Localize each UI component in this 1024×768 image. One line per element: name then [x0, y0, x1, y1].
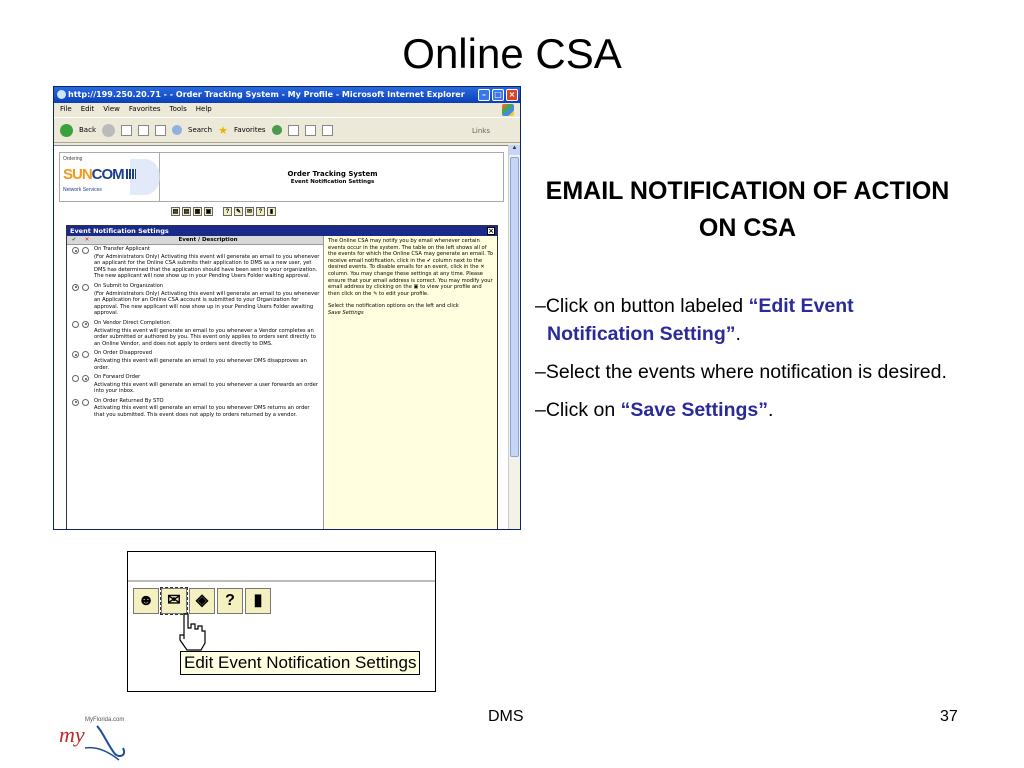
enable-radio[interactable]: [72, 321, 79, 328]
event-row: [67, 397, 323, 421]
toolbar-zoom-inset: [127, 551, 436, 692]
view-icon[interactable]: ▣: [205, 209, 212, 215]
panel-close-button[interactable]: ×: [488, 227, 494, 235]
edit-event-notification-icon[interactable]: ✉: [246, 209, 253, 215]
slide-title: Online CSA: [402, 30, 622, 77]
instruction-highlight: “Edit Event Notification Setting”: [547, 295, 854, 345]
instruction-item: [535, 358, 965, 386]
zoom-divider: [128, 580, 436, 582]
settings-icon[interactable]: ◈: [189, 588, 215, 614]
app-header: [59, 152, 504, 202]
edit-event-notification-button[interactable]: ✉: [161, 588, 187, 614]
event-rows: [67, 245, 323, 421]
event-title: On Vendor Direct Completion: [94, 319, 170, 326]
event-row: [67, 349, 323, 373]
back-button-label[interactable]: Back: [79, 126, 96, 134]
enable-radio[interactable]: [72, 247, 79, 254]
help-instruction: Select the notification options on the left and click: [328, 303, 459, 310]
enable-radio[interactable]: [72, 284, 79, 291]
instruction-item: [535, 396, 965, 424]
event-description: (For Administrators Only) Activating this event will generate an email to you whenever an applicant for the Online CSA submits their application to DMS as a new user, yet DMS has determined that the application should have been sent to your organization. The new applicant will now show up in your Pending Users Folder waiting approval.: [94, 253, 320, 280]
logo-subtitle: Network Services: [63, 187, 102, 193]
logo-caption: MyFlorida.com: [85, 717, 125, 723]
menu-favorites[interactable]: Favorites: [128, 105, 161, 113]
browser-window-title: http://199.250.20.71 - - Order Tracking System - My Profile - Microsoft Internet Explorer: [68, 90, 465, 99]
event-notification-panel: [66, 225, 498, 529]
events-table: [67, 236, 324, 529]
event-title: On Submit to Organization: [94, 282, 164, 289]
event-description: Activating this event will generate an email to you whenever a user forwards an order into your inbox.: [94, 381, 318, 395]
system-title: Order Tracking System: [287, 170, 378, 178]
instruction-item: [535, 292, 965, 348]
history-icon[interactable]: [272, 125, 282, 135]
back-arrow-icon[interactable]: [60, 124, 73, 137]
list-icon[interactable]: ▤: [172, 209, 179, 215]
event-text: [94, 246, 323, 280]
instruction-suffix: .: [735, 323, 741, 345]
browser-title-bar: [54, 87, 520, 103]
menu-file[interactable]: File: [60, 105, 72, 113]
event-row: [67, 373, 323, 397]
panel-header: [67, 226, 497, 236]
disable-radio[interactable]: [82, 321, 89, 328]
enable-radio[interactable]: [72, 399, 79, 406]
event-title: On Order Disapproved: [94, 350, 153, 357]
event-text: [94, 350, 323, 371]
help-paragraph-2: [328, 303, 494, 316]
myflorida-logo: [57, 712, 147, 762]
browser-toolbar: [54, 117, 520, 143]
logo-sun: SUN: [63, 166, 92, 183]
slide-heading: EMAIL NOTIFICATION OF ACTION ON CSA: [545, 177, 950, 242]
suncom-logo: [60, 153, 160, 201]
event-description: (For Administrators Only) Activating this event will generate an email to you whenever an Application for an Online CSA account is submitted to your Organization for approval. The new applicant will now show up in your Pending Users Folder awaiting approval.: [94, 290, 320, 317]
event-text: [94, 283, 323, 317]
save-settings-note: Save Settings: [328, 309, 364, 316]
instruction-text: –Click on: [535, 399, 621, 421]
links-label[interactable]: Links: [472, 127, 490, 135]
event-row: [67, 245, 323, 282]
app-toolbar: [171, 207, 276, 216]
table-header: [67, 236, 323, 245]
disable-column-header: ✕: [84, 237, 90, 243]
folder-icon[interactable]: [322, 125, 333, 136]
hand-cursor-icon: [174, 612, 214, 652]
browser-page: [54, 145, 509, 529]
refresh-icon[interactable]: [138, 125, 149, 136]
event-title: On Forward Order: [94, 374, 141, 381]
windows-logo-icon: [502, 104, 514, 116]
disable-radio[interactable]: [82, 399, 89, 406]
close-window-button[interactable]: ×: [506, 89, 518, 101]
event-title: On Transfer Applicant: [94, 246, 150, 252]
menu-help[interactable]: Help: [195, 105, 212, 113]
footer-center-text: DMS: [488, 708, 524, 725]
event-description: Activating this event will generate an email to you whenever DMS returns an order that you submitted. This event does not apply to orders returned by a vendor.: [94, 405, 310, 419]
event-row: [67, 319, 323, 349]
favorites-button-label[interactable]: Favorites: [233, 126, 266, 134]
disable-radio[interactable]: [82, 375, 89, 382]
instruction-highlight: “Save Settings”: [620, 399, 769, 421]
logo-wordmark: [63, 166, 124, 183]
instruction-list: [535, 292, 965, 434]
page-number: 37: [940, 708, 958, 725]
favorites-star-icon[interactable]: ★: [218, 123, 228, 137]
grid-icon[interactable]: ▦: [194, 209, 201, 215]
event-text: [94, 374, 323, 395]
event-description: Activating this event will generate an email to you whenever DMS disapproves an order.: [94, 357, 307, 371]
help-icon[interactable]: ?: [217, 588, 243, 614]
instruction-suffix: .: [768, 399, 774, 421]
forward-arrow-icon[interactable]: [102, 124, 115, 137]
search-icon[interactable]: [172, 125, 182, 135]
maximize-button[interactable]: □: [492, 89, 504, 101]
ie-icon: [57, 90, 66, 99]
edit-profile-icon[interactable]: ✎: [235, 209, 242, 215]
disable-radio[interactable]: [82, 351, 89, 358]
help-paragraph-1: The Online CSA may notify you by email whenever certain events occur in the system. The table on the left shows all of the events for which the Online CSA may generate an email. To receive email notification, click in the ✔ column next to the desired events. To disable emails for an event, click in the ✕ column. You may change these settings at any time. Please ensure that your email address is correct. You may modify your email address by clicking on the ▣ to view your profile and then click on the ✎ to edit your profile.: [328, 238, 493, 297]
vertical-scrollbar[interactable]: [508, 145, 520, 529]
disable-radio[interactable]: [82, 247, 89, 254]
search-button-label[interactable]: Search: [188, 126, 213, 134]
event-text: [94, 398, 323, 419]
menu-edit[interactable]: Edit: [80, 105, 95, 113]
panel-title: Event Notification Settings: [70, 227, 169, 235]
minimize-button[interactable]: –: [478, 89, 490, 101]
help-icon[interactable]: ?: [223, 207, 232, 216]
scroll-thumb[interactable]: [510, 157, 519, 457]
home-icon[interactable]: [155, 125, 166, 136]
event-text: [94, 320, 323, 347]
instruction-text: –Select the events where notification is desired.: [535, 361, 947, 383]
question-icon[interactable]: ?: [256, 207, 265, 216]
event-title: On Order Returned By STO: [94, 397, 164, 404]
instruction-text: –Click on button labeled: [535, 295, 749, 317]
logo-com: COM: [91, 166, 124, 183]
browser-window: [53, 86, 521, 530]
help-text-panel: [325, 236, 497, 529]
exit-icon[interactable]: ▮: [245, 588, 271, 614]
exit-icon[interactable]: ▮: [267, 207, 276, 216]
disable-radio[interactable]: [82, 284, 89, 291]
menu-view[interactable]: View: [103, 105, 120, 113]
system-subtitle: Event Notification Settings: [290, 179, 375, 185]
browser-menu-bar: [54, 103, 520, 117]
event-row: [67, 282, 323, 319]
logo-top-text: Ordering: [63, 156, 83, 162]
enable-column-header: ✔: [71, 237, 77, 243]
stop-icon[interactable]: [121, 125, 132, 136]
enable-radio[interactable]: [72, 375, 79, 382]
menu-tools[interactable]: Tools: [169, 105, 187, 113]
logo-dots: [126, 169, 136, 179]
enable-radio[interactable]: [72, 351, 79, 358]
scroll-up-icon[interactable]: ▲: [509, 145, 520, 155]
report-icon[interactable]: ▤: [183, 209, 190, 215]
mail-icon[interactable]: [288, 125, 299, 136]
profile-icon[interactable]: ☻: [133, 588, 159, 614]
tooltip: Edit Event Notification Settings: [180, 651, 420, 675]
logo-text: my: [59, 722, 85, 747]
print-icon[interactable]: [305, 125, 316, 136]
event-column-header: Event / Description: [178, 237, 238, 243]
zoom-toolbar: [133, 588, 271, 614]
event-description: Activating this event will generate an email to you whenever a Vendor completes an order submitted or authored by you. This event only applies to orders sent directly to an Online Vendor, and does not apply to orders sent directly to DMS.: [94, 327, 316, 347]
